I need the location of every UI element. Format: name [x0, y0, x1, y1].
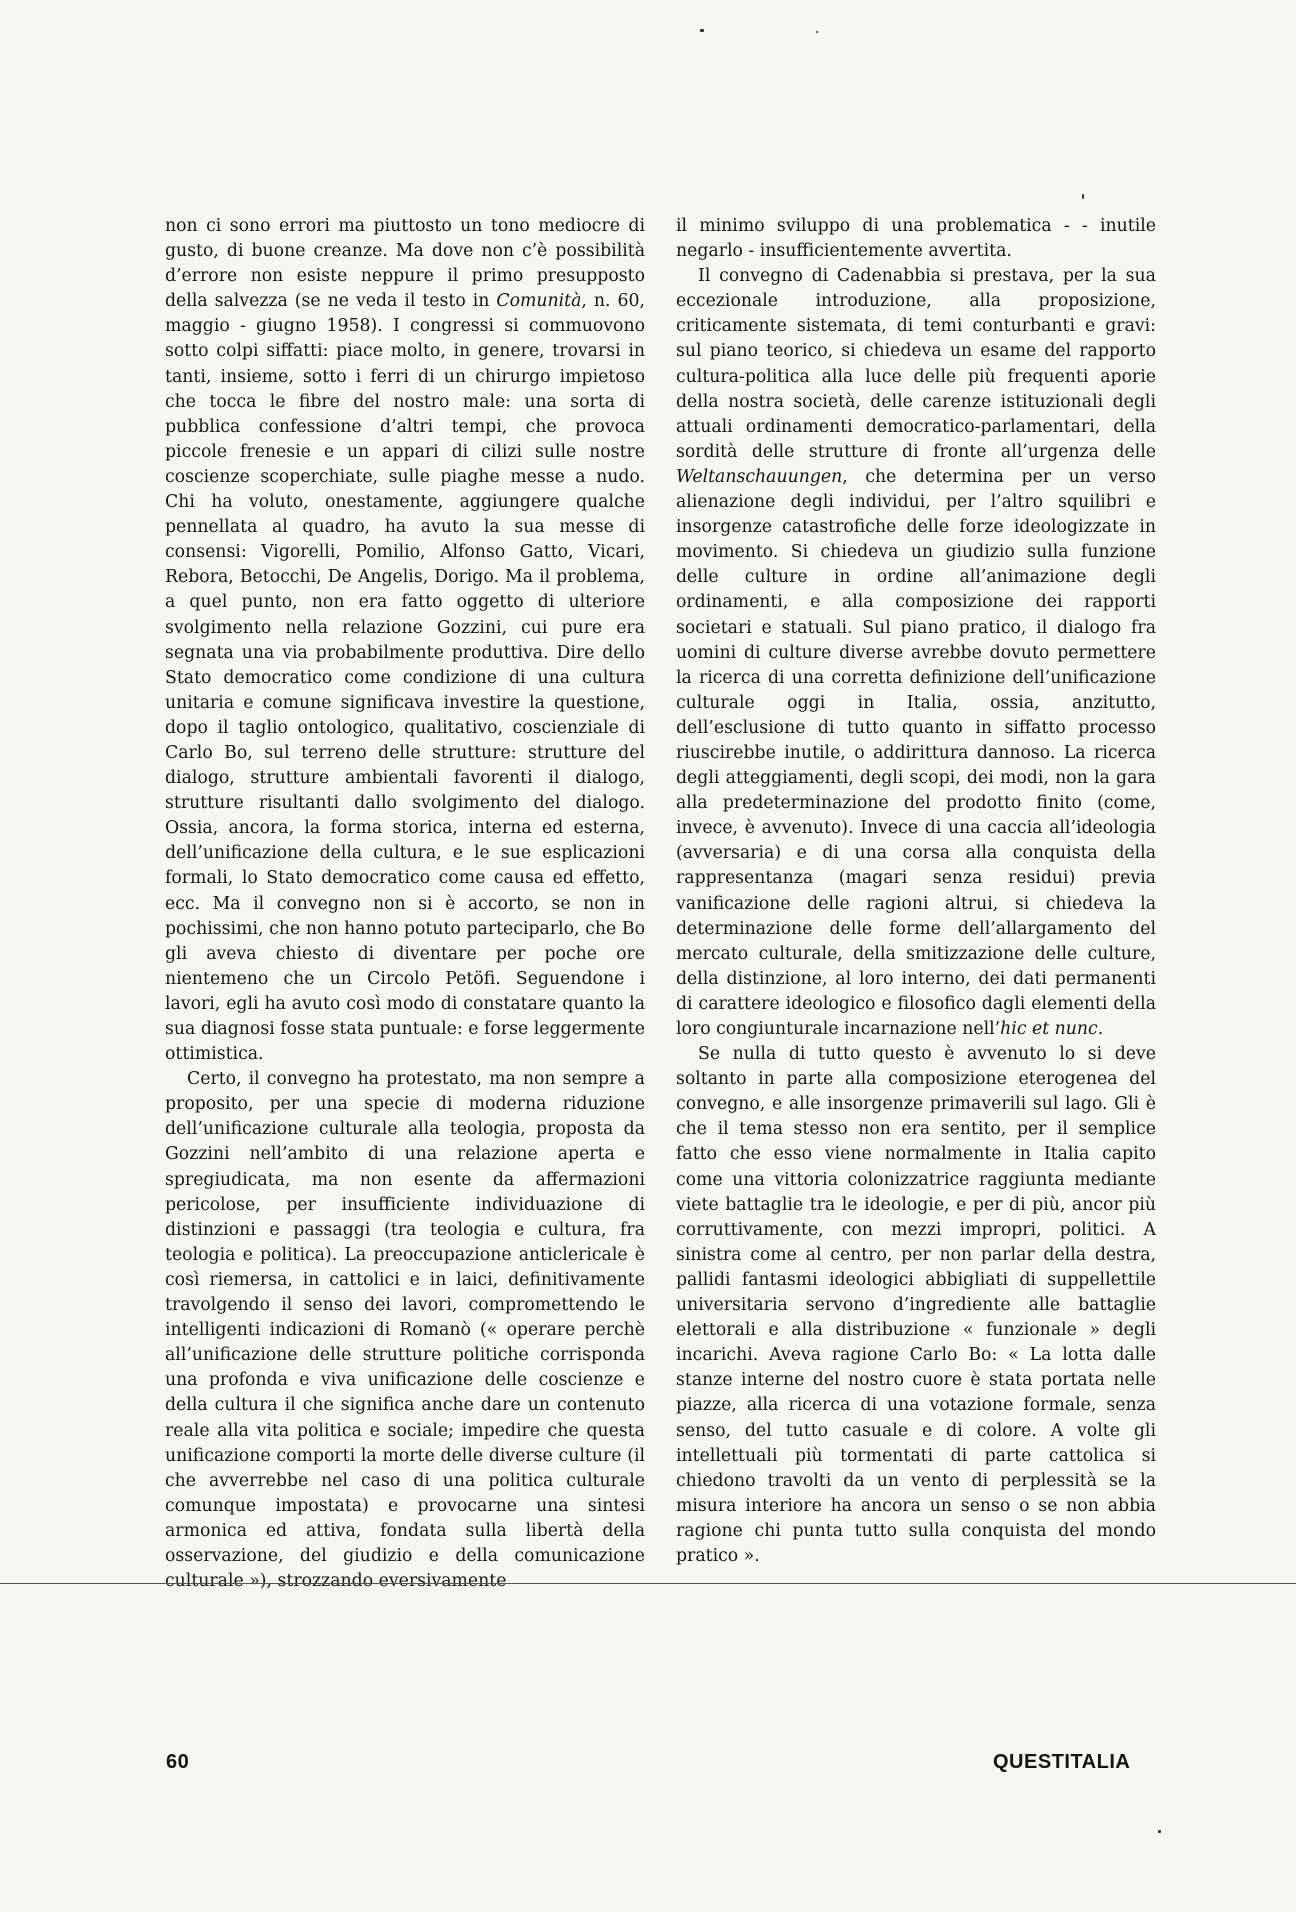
- right-column: [676, 214, 1156, 1569]
- paragraph: non ci sono errori ma piuttosto un tono mediocre di gusto, di buone creanze. Ma dove non c’è possibilità d’errore non esiste neppure il primo presupposto della salvezza (se ne veda il testo in Comunità, n. 60, maggio - giugno 1958). I congressi si commuovono sotto colpi siffatti: piace molto, in genere, trovarsi in tanti, insieme, sotto i ferri di un chirurgo impietoso che tocca le fibre del nostro male: una sorta di pubblica confessione d’altri tempi, che provoca piccole frenesie e un appari di cilizi sulle nostre coscienze scoperchiate, sulle piaghe messe a nudo. Chi ha voluto, onestamente, aggiungere qualche pennellata al quadro, ha avuto la sua messe di consensi: Vigorelli, Pomilio, Alfonso Gatto, Vicari, Rebora, Betocchi, De Angelis, Dorigo. Ma il problema, a quel punto, non era fatto oggetto di ulteriore svolgimento nella relazione Gozzini, cui pure era segnata una via probabilmente produttiva. Dire dello Stato democratico come condizione di una cultura unitaria e comune significava investire la questione, dopo il taglio ontologico, qualitativo, coscienziale di Carlo Bo, sul terreno delle strutture: strutture del dialogo, strutture ambientali favorenti il dialogo, strutture risultanti dallo svolgimento del dialogo. Ossia, ancora, la forma storica, interna ed esterna, dell’unificazione della cultura, e le sue esplicazioni formali, lo Stato democratico come causa ed effetto, ecc. Ma il convegno non si è accorto, se non in pochissimi, che non hanno potuto parteciparlo, che Bo gli aveva chiesto di diventare per poche ore nientemeno che un Circolo Petöfi. Seguendone i lavori, egli ha avuto così modo di constatare quanto la sua diagnosi fosse stata puntuale: e forse leggermente ottimistica.: [165, 216, 645, 1065]
- emphasis: Comunità: [496, 291, 582, 312]
- emphasis: Weltanschauungen: [676, 466, 843, 487]
- page-number: 60: [166, 1751, 190, 1773]
- journal-name: QUESTITALIA: [993, 1751, 1131, 1773]
- paragraph: Certo, il convegno ha protestato, ma non sempre a proposito, per una specie di moderna riduzione dell’unificazione culturale alla teologia, proposta da Gozzini nell’ambito di una relazione aperta e spregiudicata, ma non esente da affermazioni pericolose, per insufficiente individuazione di distinzioni e passaggi (tra teologia e cultura, fra teologia e politica). La preoccupazione anticlericale è così riemersa, in cattolici e in laici, definitivamente travolgendo il senso dei lavori, compromettendo le intelligenti indicazioni di Romanò (« operare perchè all’unificazione delle strutture politiche corrisponda una profonda e viva unificazione delle coscienze e della cultura il che significa anche dare un contenuto reale alla vita politica e sociale; impedire che questa unificazione comporti la morte delle diverse culture (il che avverrebbe nel caso di una politica culturale comunque impostata) e provocarne una sintesi armonica ed attiva, fondata sulla libertà della osservazione, del giudizio e della comunicazione culturale »), strozzando eversivamente: [165, 1069, 645, 1592]
- paragraph: il minimo sviluppo di una problematica - - inutile negarlo - insufficientemente avvertita.: [676, 216, 1156, 262]
- paragraph: Se nulla di tutto questo è avvenuto lo si deve soltanto in parte alla composizione eterogenea del convegno, e alle insorgenze primaverili sul lago. Gli è che il tema stesso non era sentito, per il semplice fatto che esso viene normalmente in Italia capito come una vittoria colonizzatrice raggiunta mediante viete battaglie tra le ideologie, e per di più, ancor più corruttivamente, con mezzi impropri, politici. A sinistra come al centro, per non parlar della destra, pallidi fantasmi ideologici abbigliati di suppellettile universitaria servono d’ingrediente alle battaglie elettorali e alla distribuzione « funzionale » degli incarichi. Aveva ragione Carlo Bo: « La lotta dalle stanze interne del nostro cuore è stata portata nelle piazze, alla ricerca di una votazione formale, senza senso, del tutto casuale e di colore. A volte gli intellettuali più tormentati di parte cattolica si chiedono travolti da un vento di perplessità se la misura interiore ha ancora un senso o se non abbia ragione chi punta tutto sulla conquista del mondo pratico ».: [676, 1044, 1156, 1566]
- paragraph: Il convegno di Cadenabbia si prestava, per la sua eccezionale introduzione, alla proposizione, criticamente sistemata, di temi conturbanti e gravi: sul piano teorico, si chiedeva un esame del rapporto cultura-politica alla luce delle più frequenti aporie della nostra società, delle carenze istituzionali degli attuali ordinamenti democratico-parlamentari, della sordità delle strutture di fronte all’urgenza delle Weltanschauungen, che determina per un verso alienazione degli individui, per l’altro squilibri e insorgenze catastrofiche delle forze ideologizzate in movimento. Si chiedeva un giudizio sulla funzione delle culture in ordine all’animazione degli ordinamenti, e alla composizione dei rapporti societari e statuali. Sul piano pratico, il dialogo fra uomini di culture diverse avrebbe dovuto permettere la ricerca di una corretta definizione dell’unificazione culturale oggi in Italia, ossia, anzitutto, dell’esclusione di tutto quanto in siffatto processo riuscirebbe inutile, o addirittura dannoso. La ricerca degli atteggiamenti, degli scopi, dei modi, non la gara alla predeterminazione del prodotto finito (come, invece, è avvenuto). Invece di una caccia all’ideologia (avversaria) e di una corsa alla conquista della rappresentanza (magari senza residui) previa vanificazione delle ragioni altrui, si chiedeva la determinazione delle forme dell’allargamento del mercato culturale, della smitizzazione delle culture, della distinzione, al loro interno, dei dati permanenti di carattere ideologico e filosofico dagli elementi della loro congiunturale incarnazione nell’hic et nunc.: [676, 266, 1156, 1039]
- emphasis: hic et nunc: [1000, 1019, 1098, 1039]
- scan-speck: [700, 29, 704, 32]
- scan-speck: [1082, 194, 1084, 199]
- scan-rule-line: [0, 1583, 1296, 1584]
- scan-speck: [816, 31, 818, 33]
- scan-speck: [1158, 1830, 1161, 1833]
- left-column: [165, 214, 645, 1594]
